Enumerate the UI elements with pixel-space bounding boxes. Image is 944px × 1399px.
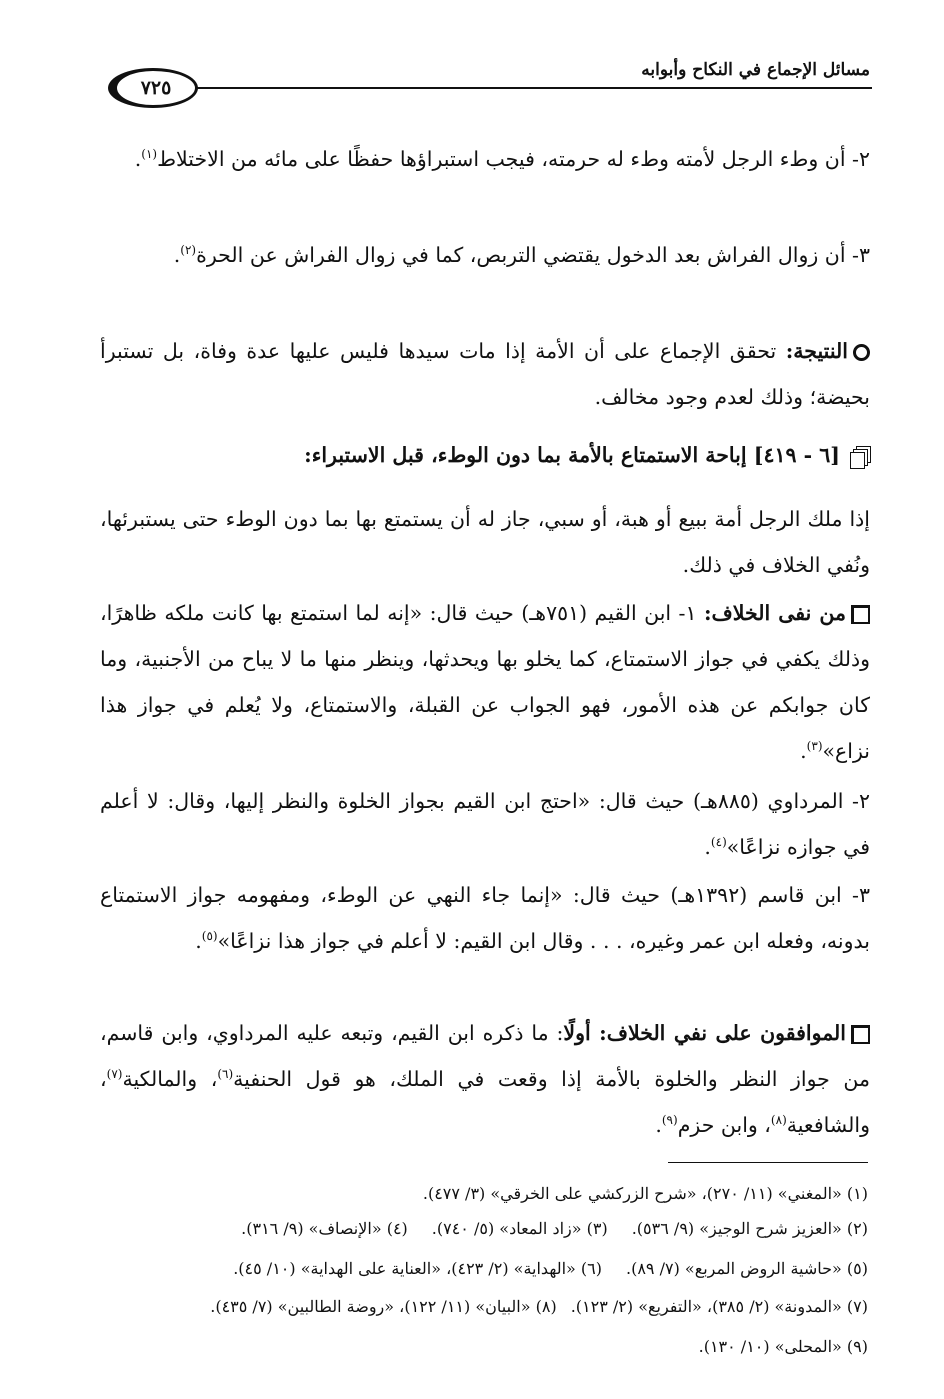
footnote-ref-5: (٥) — [201, 929, 218, 944]
footnote-9: (٩) «المحلى» (١٠/ ١٣٠). — [698, 1337, 868, 1356]
footnote-3: (٣) «زاد المعاد» (٥/ ٧٤٠). — [431, 1219, 608, 1238]
section-title: إباحة الاستمتاع بالأمة بما دون الوطء، قبل الاستبراء: — [304, 443, 754, 467]
section-number: [٦ - ٤١٩] — [753, 443, 840, 467]
footnote-line-1 — [98, 1182, 868, 1206]
deniers-paragraph-3 — [100, 872, 870, 964]
reason-paragraph-2 — [100, 136, 870, 182]
reason-3-text: ٣- أن زوال الفراش بعد الدخول يقتضي التربص، كما في زوال الفراش عن الحرة — [196, 243, 870, 267]
reason-paragraph-3 — [100, 232, 870, 278]
footnote-2: (٢) «العزيز شرح الوجيز» (٩/ ٥٣٦). — [631, 1219, 868, 1238]
footnote-ref-4: (٤) — [710, 835, 727, 850]
reason-3-end: . — [173, 243, 181, 267]
footnote-ref-1: (١) — [141, 147, 158, 162]
denier-3-text: ٣- ابن قاسم (١٣٩٢هـ) حيث قال: «إنما جاء النهي عن الوطء، ومفهومه جواز الاستمتاع بدونه، وفعله ابن عمر وغيره، . . . وقال ابن القيم: لا أعلم في جواز هذا نزاعًا» — [100, 883, 870, 953]
agreers-paragraph — [100, 1010, 870, 1148]
footnote-line-2 — [98, 1217, 868, 1241]
square-bullet-icon — [851, 605, 870, 624]
header-rule — [196, 87, 872, 89]
footnote-separator — [668, 1162, 868, 1163]
footnote-line-3 — [98, 1257, 868, 1281]
footnote-7: (٧) «المدونة» (٢/ ٣٨٥)، «التفريع» (٢/ ١٢٣). — [570, 1297, 868, 1316]
denier-1-text: ١- ابن القيم (٧٥١هـ) حيث قال: «إنه لما استمتع بها كانت ملكه ظاهرًا، وذلك يكفي في جواز الاستمتاع، كما يخلو بها ويحدثها، وينظر منها ما لا يباح من الأجنبية، وما كان جوابكم عن هذه الأمور، فهو الجواب عن القبلة، والاستمتاع، ولا يُعلم في جواز هذا نزاع» — [100, 601, 870, 763]
footnote-ref-8: (٨) — [770, 1113, 787, 1128]
deniers-paragraph-1 — [100, 590, 870, 774]
denier-3-end: . — [195, 929, 202, 953]
agreers-text-b: ، والمالكية — [122, 1067, 218, 1091]
page-number-badge — [108, 68, 198, 108]
deniers-label: من نفى الخلاف: — [703, 601, 847, 625]
footnote-line-5 — [98, 1335, 868, 1359]
section-intro-paragraph — [100, 496, 870, 588]
footnote-ref-9: (٩) — [661, 1113, 678, 1128]
page-number: ٧٢٥ — [140, 77, 172, 99]
result-paragraph — [100, 328, 870, 420]
result-text: تحقق الإجماع على أن الأمة إذا مات سيدها فليس عليها عدة وفاة، بل تستبرأ بحيضة؛ وذلك لعدم وجود مخالف. — [100, 339, 870, 409]
agreers-end: . — [655, 1113, 662, 1137]
reason-2-end: . — [134, 147, 142, 171]
footnote-line-4 — [98, 1295, 868, 1319]
footnote-4: (٤) «الإنصاف» (٩/ ٣١٦). — [241, 1219, 408, 1238]
footnote-ref-2: (٢) — [180, 243, 197, 258]
agreers-text-d: ، وابن حزم — [677, 1113, 771, 1137]
circle-bullet-icon — [853, 344, 870, 361]
reason-2-text: ٢- أن وطء الرجل لأمته وطء له حرمته، فيجب استبراؤها حفظًا على مائه من الاختلاط — [157, 147, 870, 171]
footnote-ref-7: (٧) — [106, 1067, 123, 1082]
agreers-text-a: : ما ذكره ابن القيم، وتبعه عليه المرداوي، وابن قاسم، من جواز النظر والخلوة بالأمة إذا وقعت في الملك، هو قول الحنفية — [100, 1021, 870, 1091]
deniers-paragraph-2 — [100, 778, 870, 870]
footnote-6: (٦) «الهداية» (٢/ ٤٢٣)، «العناية على الهداية» (١٠/ ٤٥). — [233, 1259, 602, 1278]
agreers-first: أولًا — [563, 1021, 600, 1045]
section-intro-text: إذا ملك الرجل أمة ببيع أو هبة، أو سبي، جاز له أن يستمتع بها بما دون الوطء حتى يستبرئها، ونُفي الخلاف في ذلك. — [100, 507, 870, 577]
result-label: النتيجة: — [785, 339, 848, 363]
agreers-text-c: ، والشافعية — [100, 1067, 870, 1137]
footnote-ref-3: (٣) — [806, 739, 823, 754]
documents-icon — [850, 446, 870, 468]
section-heading — [90, 432, 870, 478]
footnote-1: (١) «المغني» (١١/ ٢٧٠)، «شرح الزركشي على الخرقي» (٣/ ٤٧٧). — [422, 1184, 868, 1203]
footnote-5: (٥) «حاشية الروض المربع» (٧/ ٨٩). — [625, 1259, 868, 1278]
running-header-title: مسائل الإجماع في النكاح وأبوابه — [641, 60, 870, 80]
denier-2-text: ٢- المرداوي (٨٨٥هـ) حيث قال: «احتج ابن القيم بجواز الخلوة والنظر إليها، وقال: لا أعلم في جوازه نزاعًا» — [100, 789, 870, 859]
footnote-ref-6: (٦) — [217, 1067, 234, 1082]
square-bullet-icon — [851, 1025, 870, 1044]
agreers-label: الموافقون على نفي الخلاف: — [599, 1021, 846, 1045]
footnote-8: (٨) «البيان» (١١/ ١٢٢)، «روضة الطالبين» (٧/ ٤٣٥). — [210, 1297, 557, 1316]
denier-2-end: . — [704, 835, 711, 859]
denier-1-end: . — [800, 739, 807, 763]
